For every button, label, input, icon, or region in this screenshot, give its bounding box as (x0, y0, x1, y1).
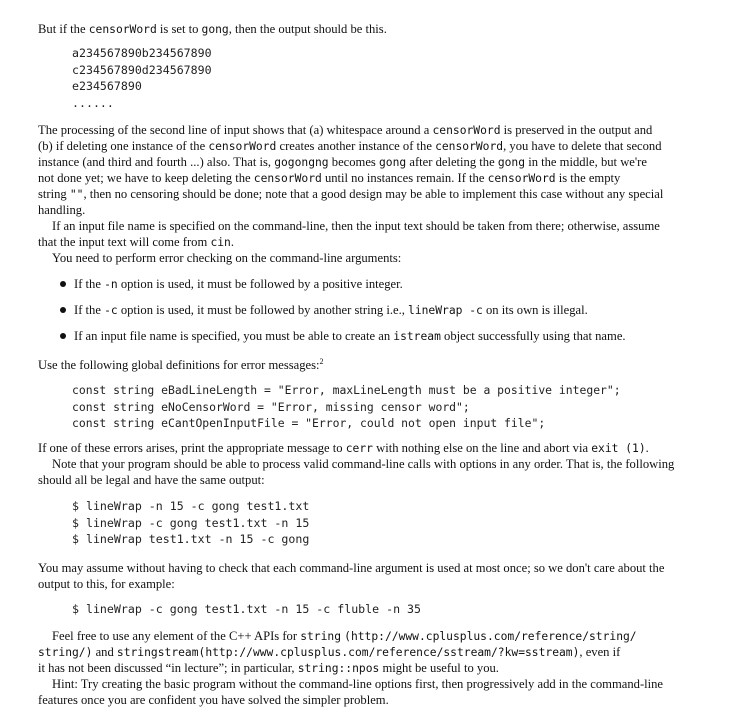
bullet-item: If the -n option is used, it must be followed by a positive integer. (60, 276, 403, 293)
bullet-icon (60, 281, 66, 287)
output-example-code: a234567890b234567890 c234567890d234567890 e234567890 ...... (72, 46, 212, 110)
error-definitions-code: const string eBadLineLength = "Error, maxLineLength must be a positive integer"; const string eNoCensorWord = "Error, missing censor word"; const string eCantOpenInputFile = "Error, could not open input file"; (72, 383, 621, 430)
hint-line-1: Hint: Try creating the basic program without the command-line options first, then progressively add in the command-line (52, 677, 664, 691)
processing-line-6: handling. (38, 203, 86, 217)
error-check-intro: You need to perform error checking on the command-line arguments: (52, 251, 402, 265)
legal-calls-code: $ lineWrap -n 15 -c gong test1.txt $ lineWrap -c gong test1.txt -n 15 $ lineWrap test1.txt -n 15 -c gong (72, 499, 310, 546)
bullet-icon (60, 333, 66, 339)
assume-line-2: output to this, for example: (38, 577, 175, 591)
bullet-icon (60, 307, 66, 313)
example-call-code: $ lineWrap -c gong test1.txt -n 15 -c fluble -n 35 (72, 602, 422, 616)
input-file-line-1: If an input file name is specified on the command-line, then the input text should be taken from there; otherwise, assume (52, 219, 660, 233)
footnote-mark: 2 (319, 357, 324, 366)
processing-line-2: (b) if deleting one instance of the censorWord creates another instance of the censorWord, you have to delete that second (38, 139, 662, 153)
input-file-line-2: that the input text will come from cin. (38, 235, 234, 249)
bullet-item: If an input file name is specified, you must be able to create an istream object successfully using that name. (60, 328, 626, 345)
processing-line-5: string "", then no censoring should be done; note that a good design may be able to implement this case without any special (38, 187, 664, 201)
order-line-1: Note that your program should be able to process valid command-line calls with options in any order. That is, the following (52, 457, 675, 471)
assume-line-1: You may assume without having to check that each command-line argument is used at most once; so we don't care about the (38, 561, 665, 575)
apis-line-3: it has not been discussed “in lecture”; in particular, string::npos might be useful to you. (38, 661, 499, 675)
abort-paragraph: If one of these errors arises, print the appropriate message to cerr with nothing else on the line and abort via exit (1). (38, 441, 649, 455)
processing-line-1: The processing of the second line of input shows that (a) whitespace around a censorWord is preserved in the output and (38, 123, 653, 137)
order-line-2: should all be legal and have the same output: (38, 473, 265, 487)
intro-paragraph: But if the censorWord is set to gong, then the output should be this. (38, 22, 387, 36)
apis-line-1: Feel free to use any element of the C++ APIs for string (http://www.cplusplus.com/reference/string/ (52, 629, 637, 643)
apis-line-2: string/) and stringstream(http://www.cplusplus.com/reference/sstream/?kw=sstream), even if (38, 645, 621, 659)
processing-line-3: instance (and third and fourth ...) also. That is, gogongng becomes gong after deleting the gong in the middle, but we're (38, 155, 647, 169)
bullet-item: If the -c option is used, it must be followed by another string i.e., lineWrap -c on its own is illegal. (60, 302, 588, 319)
processing-line-4: not done yet; we have to keep deleting the censorWord until no instances remain. If the censorWord is the empty (38, 171, 621, 185)
globals-intro: Use the following global definitions for error messages:$^2$ (38, 357, 324, 373)
hint-line-2: features once you are confident you have solved the simpler problem. (38, 693, 389, 707)
